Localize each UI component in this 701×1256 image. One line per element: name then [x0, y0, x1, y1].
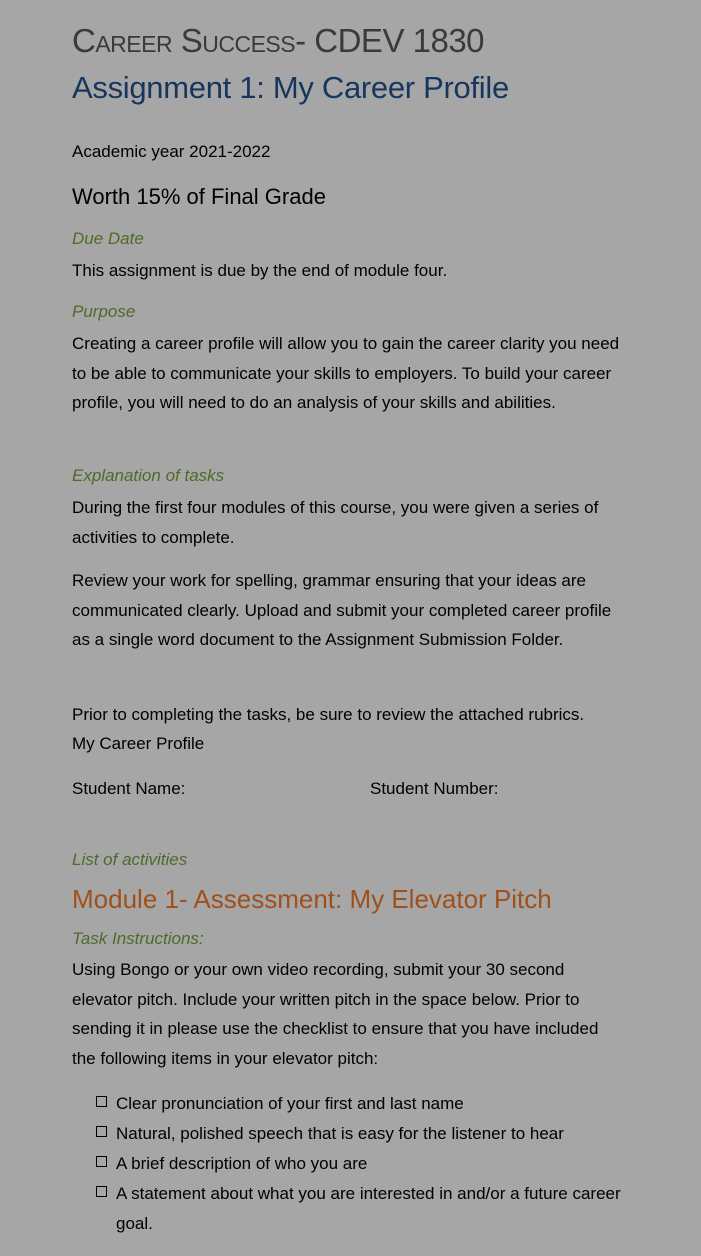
- checkbox-icon[interactable]: [96, 1096, 107, 1107]
- assignment-title: Assignment 1: My Career Profile: [72, 70, 509, 105]
- checklist-item: [96, 1149, 641, 1179]
- purpose-text: Creating a career profile will allow you to gain the career clarity you need to be able to communicate your skills to employers. To build your career profile, you will need to do an analysis of your skills and abilities.: [72, 334, 620, 412]
- task-instructions-heading: Task Instructions:: [72, 929, 204, 948]
- course-code: - CDEV 1830: [295, 22, 485, 59]
- checkbox-icon[interactable]: [96, 1186, 107, 1197]
- student-name-label: Student Name:: [72, 779, 186, 798]
- checklist-item-text: A statement about what you are interested in and/or a future career goal.: [116, 1184, 621, 1233]
- due-date-text: This assignment is due by the end of module four.: [72, 261, 448, 280]
- course-prefix: Career Success: [72, 22, 296, 59]
- course-title: [72, 22, 484, 60]
- task-instructions-text: Using Bongo or your own video recording, submit your 30 second elevator pitch. Include your written pitch in the space below. Prior to sending it in please use the checklist to ensure that you have included the following items in your elevator pitch:: [72, 960, 599, 1068]
- explanation-paragraph-3-line-2: My Career Profile: [72, 734, 205, 753]
- explanation-paragraph-1: During the first four modules of this course, you were given a series of activities to complete.: [72, 498, 599, 547]
- module-title: Module 1- Assessment: My Elevator Pitch: [72, 884, 552, 914]
- elevator-pitch-checklist: [96, 1089, 641, 1239]
- checkbox-icon[interactable]: [96, 1156, 107, 1167]
- checklist-item-text: Natural, polished speech that is easy for the listener to hear: [116, 1124, 564, 1143]
- purpose-heading: Purpose: [72, 302, 136, 321]
- checklist-item: [96, 1089, 641, 1119]
- student-info-row: [72, 774, 632, 803]
- explanation-heading: Explanation of tasks: [72, 466, 225, 485]
- worth-heading: Worth 15% of Final Grade: [72, 184, 326, 209]
- checkbox-icon[interactable]: [96, 1126, 107, 1137]
- activities-heading: List of activities: [72, 850, 188, 869]
- checklist-item-text: Clear pronunciation of your first and last name: [116, 1094, 464, 1113]
- checklist-item: [96, 1179, 641, 1239]
- checklist-item-text: A brief description of who you are: [116, 1154, 368, 1173]
- academic-year: Academic year 2021-2022: [72, 142, 271, 161]
- student-number-label: Student Number:: [370, 779, 499, 798]
- checklist-item: [96, 1119, 641, 1149]
- explanation-paragraph-3-line-1: Prior to completing the tasks, be sure to review the attached rubrics.: [72, 705, 585, 724]
- due-date-heading: Due Date: [72, 229, 144, 248]
- explanation-paragraph-2: Review your work for spelling, grammar ensuring that your ideas are communicated clearly. Upload and submit your completed career profile as a single word document to the Assignment Submission Folder.: [72, 571, 612, 649]
